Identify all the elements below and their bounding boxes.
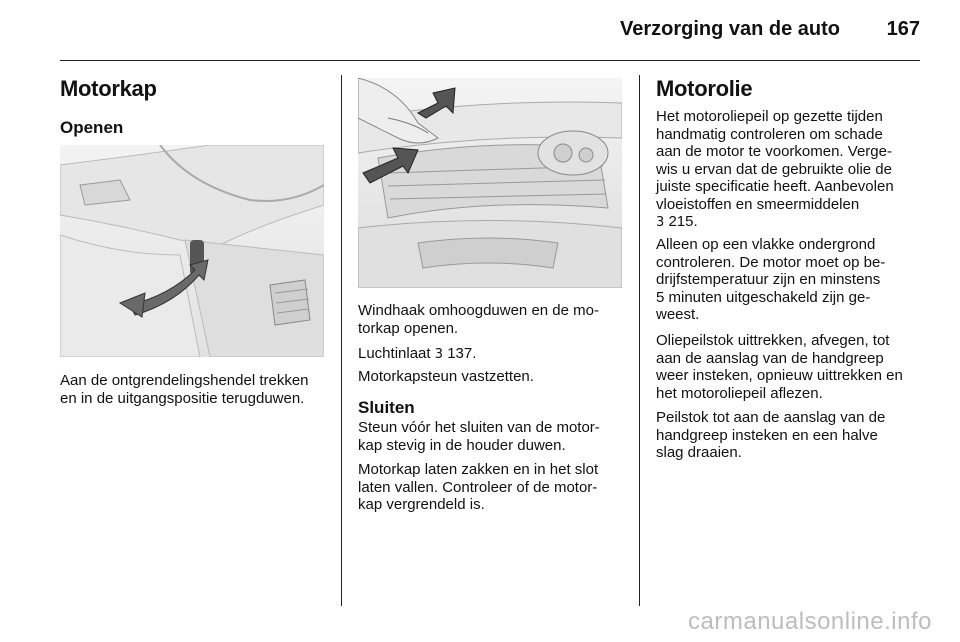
col3-p4-line2: handgreep insteken en een halve [656,426,878,444]
air-inlet-text: Luchtinlaat [358,345,431,362]
col2-paragraph5-line2: laten vallen. Controleer of de motor- [358,478,598,496]
caption-open-line1: Aan de ontgrendelingshendel trekken [60,372,309,389]
col2-paragraph1-line1: Windhaak omhoogduwen en de mo- [358,302,599,319]
fluids-page-ref[interactable]: 215. [668,213,698,230]
col3-p2-line3: drijfstemperatuur zijn en minstens [656,271,881,288]
section-heading-motorolie: Motorolie [656,76,753,101]
col3-p1-line2: handmatig controleren om schade [656,125,883,143]
page-reference-icon: 3 [656,215,665,230]
col3-p3-line1: Oliepeilstok uittrekken, afvegen, tot [656,332,890,349]
col3-p3-line3: weer insteken, opnieuw uittrekken en [656,367,903,384]
col3-p1-line1: Het motoroliepeil op gezette tijden [656,108,883,125]
air-inlet-page-ref[interactable]: 137. [447,345,477,362]
page-reference-icon: 3 [434,347,444,362]
col3-p1-line4: wis u ervan dat de gebruikte olie de [656,160,892,178]
page-number: 167 [886,18,920,40]
col3-paragraph2 [656,236,885,324]
col3-p2-line5: weest. [656,306,700,323]
col2-paragraph1-line2: torkap openen. [358,319,459,337]
section-heading-motorkap: Motorkap [60,76,157,101]
col3-p2-line1: Alleen op een vlakke ondergrond [656,236,876,253]
col3-paragraph3 [656,332,903,402]
col3-p3-line2: aan de aanslag van de handgreep [656,349,884,367]
subheading-sluiten: Sluiten [358,398,415,417]
col3-p1-line3: aan de motor te voorkomen. Verge- [656,143,892,160]
col3-p2-line4: 5 minuten uitgeschakeld zijn ge- [656,288,871,306]
section-title: Verzorging van de auto [619,18,840,40]
subheading-openen: Openen [60,118,124,137]
col3-p1-ref-line [656,213,894,232]
release-lever-illustration [60,145,324,357]
column-divider-right [639,75,640,606]
column-divider-left [341,75,342,606]
col3-p4-line1: Peilstok tot aan de aanslag van de [656,409,886,426]
col3-p2-line2: controleren. De motor moet op be- [656,253,886,271]
col3-p4-line3: slag draaien. [656,444,742,461]
col3-p3-line4: het motoroliepeil aflezen. [656,384,823,402]
col2-paragraph2 [358,345,476,364]
col3-paragraph1 [656,108,894,232]
col2-paragraph5-line3: kap vergrendeld is. [358,496,485,513]
watermark: carmanualsonline.info [688,608,932,635]
col2-paragraph4-line2: kap stevig in de houder duwen. [358,436,566,454]
hood-opening-illustration [358,78,622,288]
header-divider [60,60,920,61]
col2-paragraph3: Motorkapsteun vastzetten. [358,368,534,385]
caption-open-line2: en in de uitgangspositie terugduwen. [60,389,305,407]
col3-paragraph4 [656,409,885,462]
col3-p1-line5: juiste specificatie heeft. Aanbevolen [656,178,894,195]
col3-p1-line6: vloeistoffen en smeermiddelen [656,195,860,213]
col2-paragraph4-line1: Steun vóór het sluiten van de motor- [358,419,600,436]
col2-paragraph5-line1: Motorkap laten zakken en in het slot [358,461,599,478]
